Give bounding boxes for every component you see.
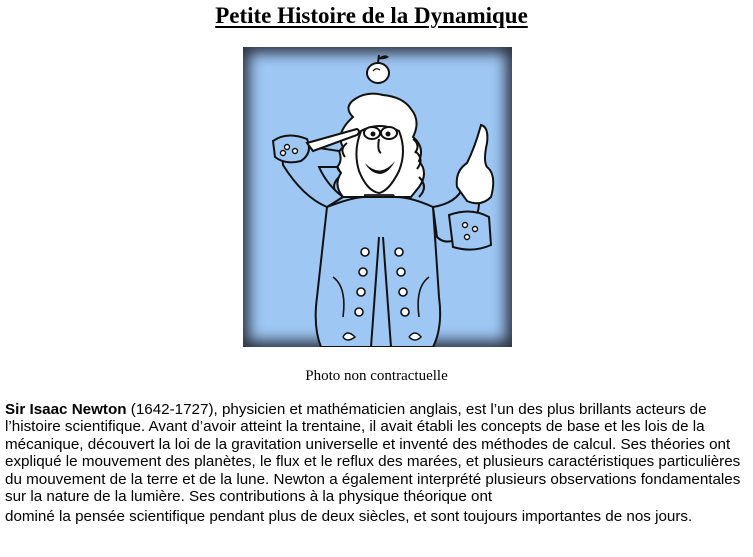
coat-shape <box>316 197 440 347</box>
newton-biography-paragraph <box>5 401 750 526</box>
biography-text: , physicien et mathématicien anglais, est l’un des plus brillants acteurs de l’histoire scientifique. Avant d’avoir atteint la trentaine, il avait établi les concepts de base et les lois de la mécanique, découvert la loi de la gravitation universelle et inventé des méthodes de calcul. Ses théories ont expliqué le mouvement des planètes, le flux et le reflux des marées, et plusieurs caractéristiques particulières du mouvement de la terre et de la lune. Newton a également interprété plusieurs observations fondamentales sur la nature de la lumière. Ses contributions à la physique théorique ont <box>5 401 741 506</box>
page-title: Petite Histoire de la Dynamique <box>215 3 528 28</box>
person-name: Sir Isaac Newton <box>5 401 127 418</box>
image-caption: Photo non contractuelle <box>305 368 448 384</box>
newton-cartoon-illustration <box>243 47 512 347</box>
thumbs-up-arm-shape <box>433 125 493 250</box>
apple-icon <box>367 55 389 83</box>
biography-last-line: dominé la pensée scientifique pendant plus de deux siècles, et sont toujours importantes de nos jours. <box>5 508 693 526</box>
newton-cartoon-drawing <box>243 47 512 347</box>
life-dates: (1642-1727) <box>126 401 214 418</box>
